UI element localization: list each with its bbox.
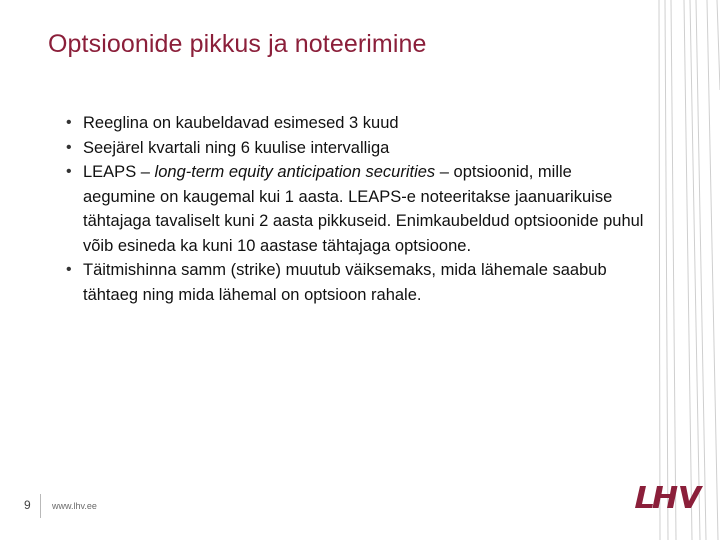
page-number: 9	[24, 498, 31, 512]
lhv-logo	[634, 485, 704, 509]
bullet-item	[66, 136, 646, 161]
bullet-dot-icon: •	[66, 261, 72, 278]
bullet-text-prefix: LEAPS –	[83, 163, 155, 181]
bullet-item	[66, 258, 646, 307]
bullet-text-italic: long-term equity anticipation securities	[154, 163, 436, 181]
bullet-text: Reeglina on kaubeldavad esimesed 3 kuud	[83, 114, 399, 132]
bullet-dot-icon: •	[66, 114, 72, 131]
bullet-text-suffix: – optsioonid, mille aegumine on kaugemal kui 1 aasta. LEAPS-e noteeritakse jaanuarikuise tähtajaga tavaliselt kuni 2 aasta pikkuseid. Enimkaubeldud optsioonide puhul võib esineda ka kuni 10 aastase tähtajaga optsioone.	[83, 163, 644, 255]
website-link[interactable]: www.lhv.ee	[52, 501, 97, 511]
slide-title: Optsioonide pikkus ja noteerimine	[48, 30, 427, 58]
bullet-item	[66, 111, 646, 136]
bullet-list	[66, 111, 646, 307]
footer-divider	[40, 494, 41, 518]
bullet-dot-icon: •	[66, 163, 72, 180]
bullet-dot-icon: •	[66, 138, 72, 156]
bullet-item	[66, 160, 646, 258]
bullet-text: Seejärel kvartali ning 6 kuulise intervalliga	[83, 138, 390, 157]
bullet-text: Täitmishinna samm (strike) muutub väiksemaks, mida lähemale saabub tähtaeg ning mida lähemal on optsioon rahale.	[83, 261, 607, 304]
